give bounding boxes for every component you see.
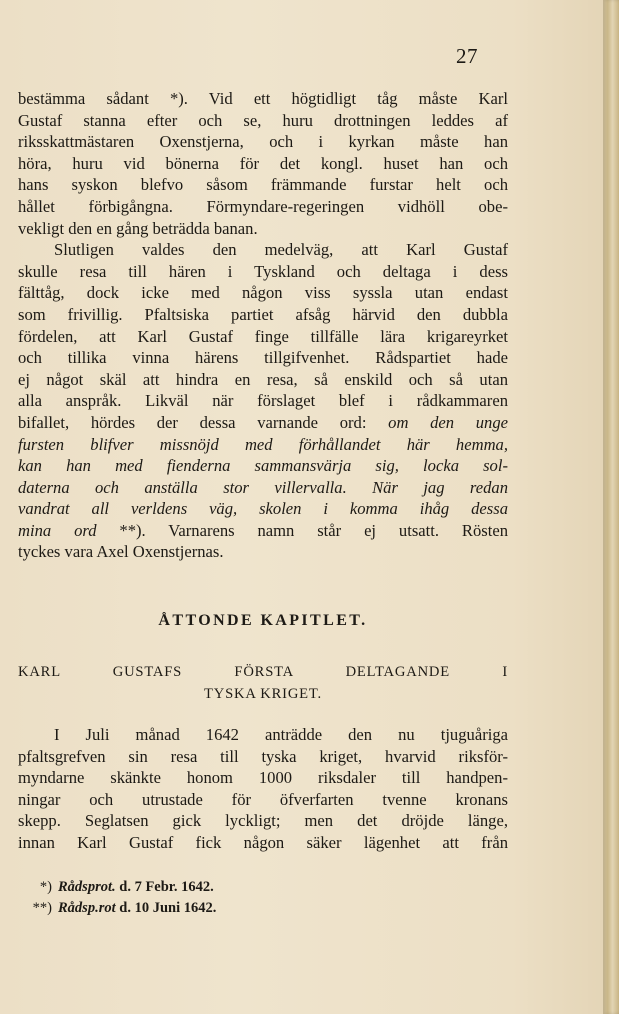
- text-line: [18, 520, 508, 542]
- chapter-title-line: KARL GUSTAFS FÖRSTA DELTAGANDE I: [18, 664, 508, 680]
- footnote-date: d. 10 Juni 1642.: [119, 900, 217, 916]
- italic-quote-line: daterna och anställa stor villervalla. När jag redan: [18, 477, 508, 497]
- page-number: 27: [456, 44, 478, 68]
- text-line: Slutligen valdes den medelväg, att Karl Gustaf: [54, 240, 508, 260]
- footnote-source: Rådsprot.: [58, 879, 116, 895]
- text-segment: **). Varnarens namn står ej utsatt. Rösten: [96, 520, 508, 540]
- text-segment: bifallet, hördes der dessa varnande ord:: [18, 412, 389, 432]
- text-line: tyckes vara Axel Oxenstjernas.: [18, 542, 224, 562]
- text-line: myndarne skänkte honom 1000 riksdaler till handpen-: [18, 768, 508, 788]
- footnote: [28, 877, 328, 898]
- chapter-heading: ÅTTONDE KAPITLET.: [158, 612, 368, 629]
- text-line: pfaltsgrefven sin resa till tyska kriget, hvarvid riksför-: [18, 746, 508, 766]
- footnote: [28, 898, 328, 919]
- chapter-paragraph: [18, 724, 508, 854]
- text-line: riksskattmästaren Oxenstjerna, och i kyrkan måste han: [18, 132, 508, 152]
- italic-quote: mina ord: [18, 520, 97, 540]
- italic-quote-line: vandrat all verldens väg, skolen i komma ihåg dessa: [18, 499, 508, 519]
- text-line: skepp. Seglatsen gick lyckligt; men det dröjde länge,: [18, 811, 508, 831]
- chapter-title: [18, 662, 508, 705]
- text-line: hans syskon blefvo såsom främmande furstar helt och: [18, 175, 508, 195]
- text-line: hållet förbigångna. Förmyndare-regeringen vidhöll obe-: [18, 196, 508, 216]
- text-line: alla anspråk. Likväl när förslaget blef i rådkammaren: [18, 391, 508, 411]
- italic-quote: om den unge: [388, 412, 508, 432]
- text-line: ej något skäl att hindra en resa, så enskild och så utan: [18, 369, 508, 389]
- footnotes: [28, 877, 328, 919]
- footnote-mark: *): [39, 879, 52, 895]
- text-line: ningar och utrustade för öfverfarten tvenne kronans: [18, 789, 508, 809]
- text-line: fälttåg, dock icke med någon viss syssla utan endast: [18, 283, 508, 303]
- footnote-mark: **): [32, 900, 52, 916]
- text-line: innan Karl Gustaf fick någon säker lägenhet att från: [18, 832, 508, 852]
- chapter-title-line: TYSKA KRIGET.: [204, 685, 322, 702]
- text-line: som frivillig. Pfaltsiska partiet afsåg härvid den dubbla: [18, 304, 508, 324]
- page-edge: [603, 0, 619, 1014]
- italic-quote-line: fursten blifver missnöjd med förhållandet här hemma,: [18, 434, 508, 454]
- text-line: fördelen, att Karl Gustaf finge tillfälle lära krigareyrket: [18, 326, 508, 346]
- text-line: skulle resa till hären i Tyskland och deltaga i dess: [18, 261, 508, 281]
- footnote-date: d. 7 Febr. 1642.: [119, 879, 214, 895]
- text-line: [18, 412, 508, 434]
- paragraph-continuation: [18, 88, 508, 563]
- italic-quote-line: kan han med fienderna sammansvärja sig, locka sol-: [18, 456, 508, 476]
- text-line: Gustaf stanna efter och se, huru drottningen leddes af: [18, 110, 508, 130]
- text-line: I Juli månad 1642 anträdde den nu tjuguåriga: [54, 725, 508, 744]
- text-line: höra, huru vid bönerna för det kongl. huset han och: [18, 153, 508, 173]
- text-line: vekligt den en gång beträdda banan.: [18, 218, 258, 238]
- text-line: bestämma sådant *). Vid ett högtidligt tåg måste Karl: [18, 89, 508, 108]
- text-line: och tillika vinna härens tillgifvenhet. Rådspartiet hade: [18, 348, 508, 368]
- footnote-source: Rådsp.rot: [58, 900, 116, 916]
